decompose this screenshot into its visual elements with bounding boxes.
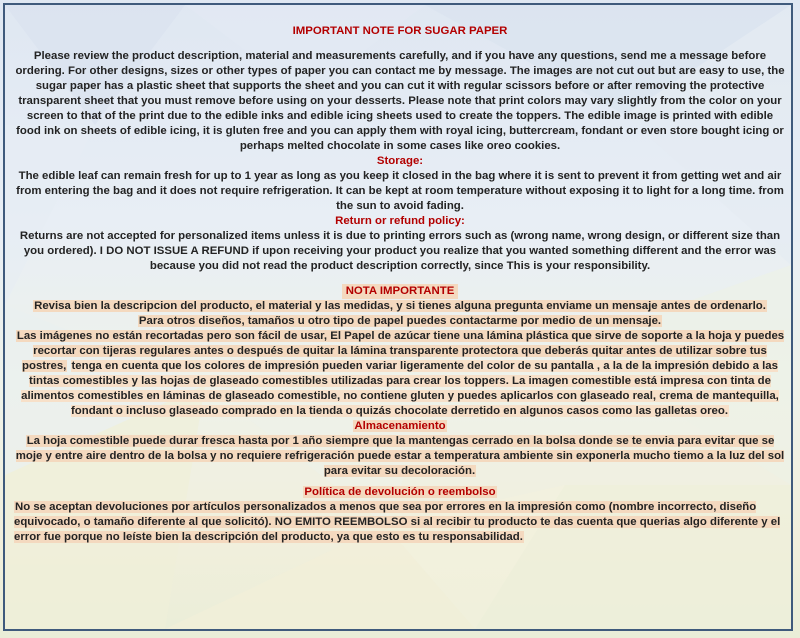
english-intro: Please review the product description, material and measurements carefully, and if you have any questions, send me a message before ordering. For other designs, sizes or other types of paper you can contact me by message. The images are not cut out but are easy to use, the sugar paper has a plastic sheet that supports the sheet and you can cut it with regular scissors before or after removing the protective transparent sheet that you must remove before using on your desserts. Please note that print colors may vary slightly from the color on your screen to that of the print due to the edible inks and edible icing sheets used to create the toppers. The edible image is printed with edible food ink on sheets of edible icing, it is gluten free and you can apply them with royal icing, buttercream, fondant or even store bought icing or perhaps melted chocolate in some cases like oreo cookies. xyxy=(15,50,785,152)
spanish-line-2 xyxy=(14,314,786,329)
spanish-line-2-text: Para otros diseños, tamaños u otro tipo de papel puedes contactarme por medio de un mensaje. xyxy=(138,315,662,327)
spanish-storage-row xyxy=(14,434,786,479)
english-returns-text: Returns are not accepted for personalized items unless it is due to printing errors such as (wrong name, wrong design, or different size than you ordered). I DO NOT ISSUE A REFUND if upon receiving your product you realize that you wanted something different and the error was because you did not read the product description correctly, since This is your responsibility. xyxy=(19,230,781,272)
spanish-paragraph-b: tenga en cuenta que los colores de impresión pueden variar ligeramente del color de su pantalla , a la de la impresión debido a las tintas comestibles y las hojas de glaseado comestibles utilizadas para crear los toppers. La imagen comestible está impresa con tinta de alimentos comestibles en láminas de glaseado comestible, no contiene gluten y puedes aplicarlos con glaseado real, crema de mantequilla, fondant o incluso glaseado comprado en la tienda o quizás chocolate derretido en algunos casos como las galletas oreo. xyxy=(21,360,779,417)
spanish-returns-row xyxy=(14,500,786,545)
english-storage-text: The edible leaf can remain fresh for up to 1 year as long as you keep it closed in the bag where it is sent to prevent it from getting wet and air from entering the bag and it does not require refrigeration. It can be kept at room temperature without exposing it to light for a long time. from the sun to avoid fading. xyxy=(16,170,784,212)
spanish-storage-heading: Almacenamiento xyxy=(354,420,446,432)
spanish-returns-heading-row xyxy=(14,485,786,500)
english-title: IMPORTANT NOTE FOR SUGAR PAPER xyxy=(292,25,508,37)
english-storage-heading: Storage: xyxy=(376,155,424,167)
spanish-title-row xyxy=(14,284,786,299)
spanish-returns-text: No se aceptan devoluciones por artículos personalizados a menos que sea por errores en la impresión como (nombre incorrecto, diseño equivocado, o tamaño diferente al que solicitó). NO EMITO REEMBOLSO si al recibir tu producto te das cuenta que querias algo diferente y el error fue porque no leíste bien la descripción del producto, ya que esto es tu responsabilidad. xyxy=(14,501,781,543)
sugar-paper-notice xyxy=(14,24,786,545)
spanish-paragraph xyxy=(14,329,786,419)
spanish-line-1 xyxy=(14,299,786,314)
spanish-storage-heading-row xyxy=(14,419,786,434)
spanish-paragraph-a: Las imágenes no están recortadas pero son fácil de usar, El Papel de azúcar tiene una lámina plástica que sirve de soporte a la hoja y puedes recortar con tijeras regulares antes o después de quitar la lámina transparente protectora que deberás quitar antes de utilizar sobre tus postres, xyxy=(16,330,785,372)
spanish-title: NOTA IMPORTANTE xyxy=(342,284,459,299)
spanish-returns-heading: Política de devolución o reembolso xyxy=(304,486,496,498)
english-returns-heading: Return or refund policy: xyxy=(335,215,465,227)
spanish-line-1-text: Revisa bien la descripcion del producto, el material y las medidas, y si tienes alguna pregunta enviame un mensaje antes de ordenarlo. xyxy=(34,300,766,312)
spanish-storage-text: La hoja comestible puede durar fresca hasta por 1 año siempre que la mantengas cerrado en la bolsa donde se te envia para evitar que se moje y entre aire dentro de la bolsa y no requiere refrigeración puede estar a temperatura ambiente sin exponerla mucho tiemo a la luz del sol para evitar su decoloración. xyxy=(15,435,785,477)
